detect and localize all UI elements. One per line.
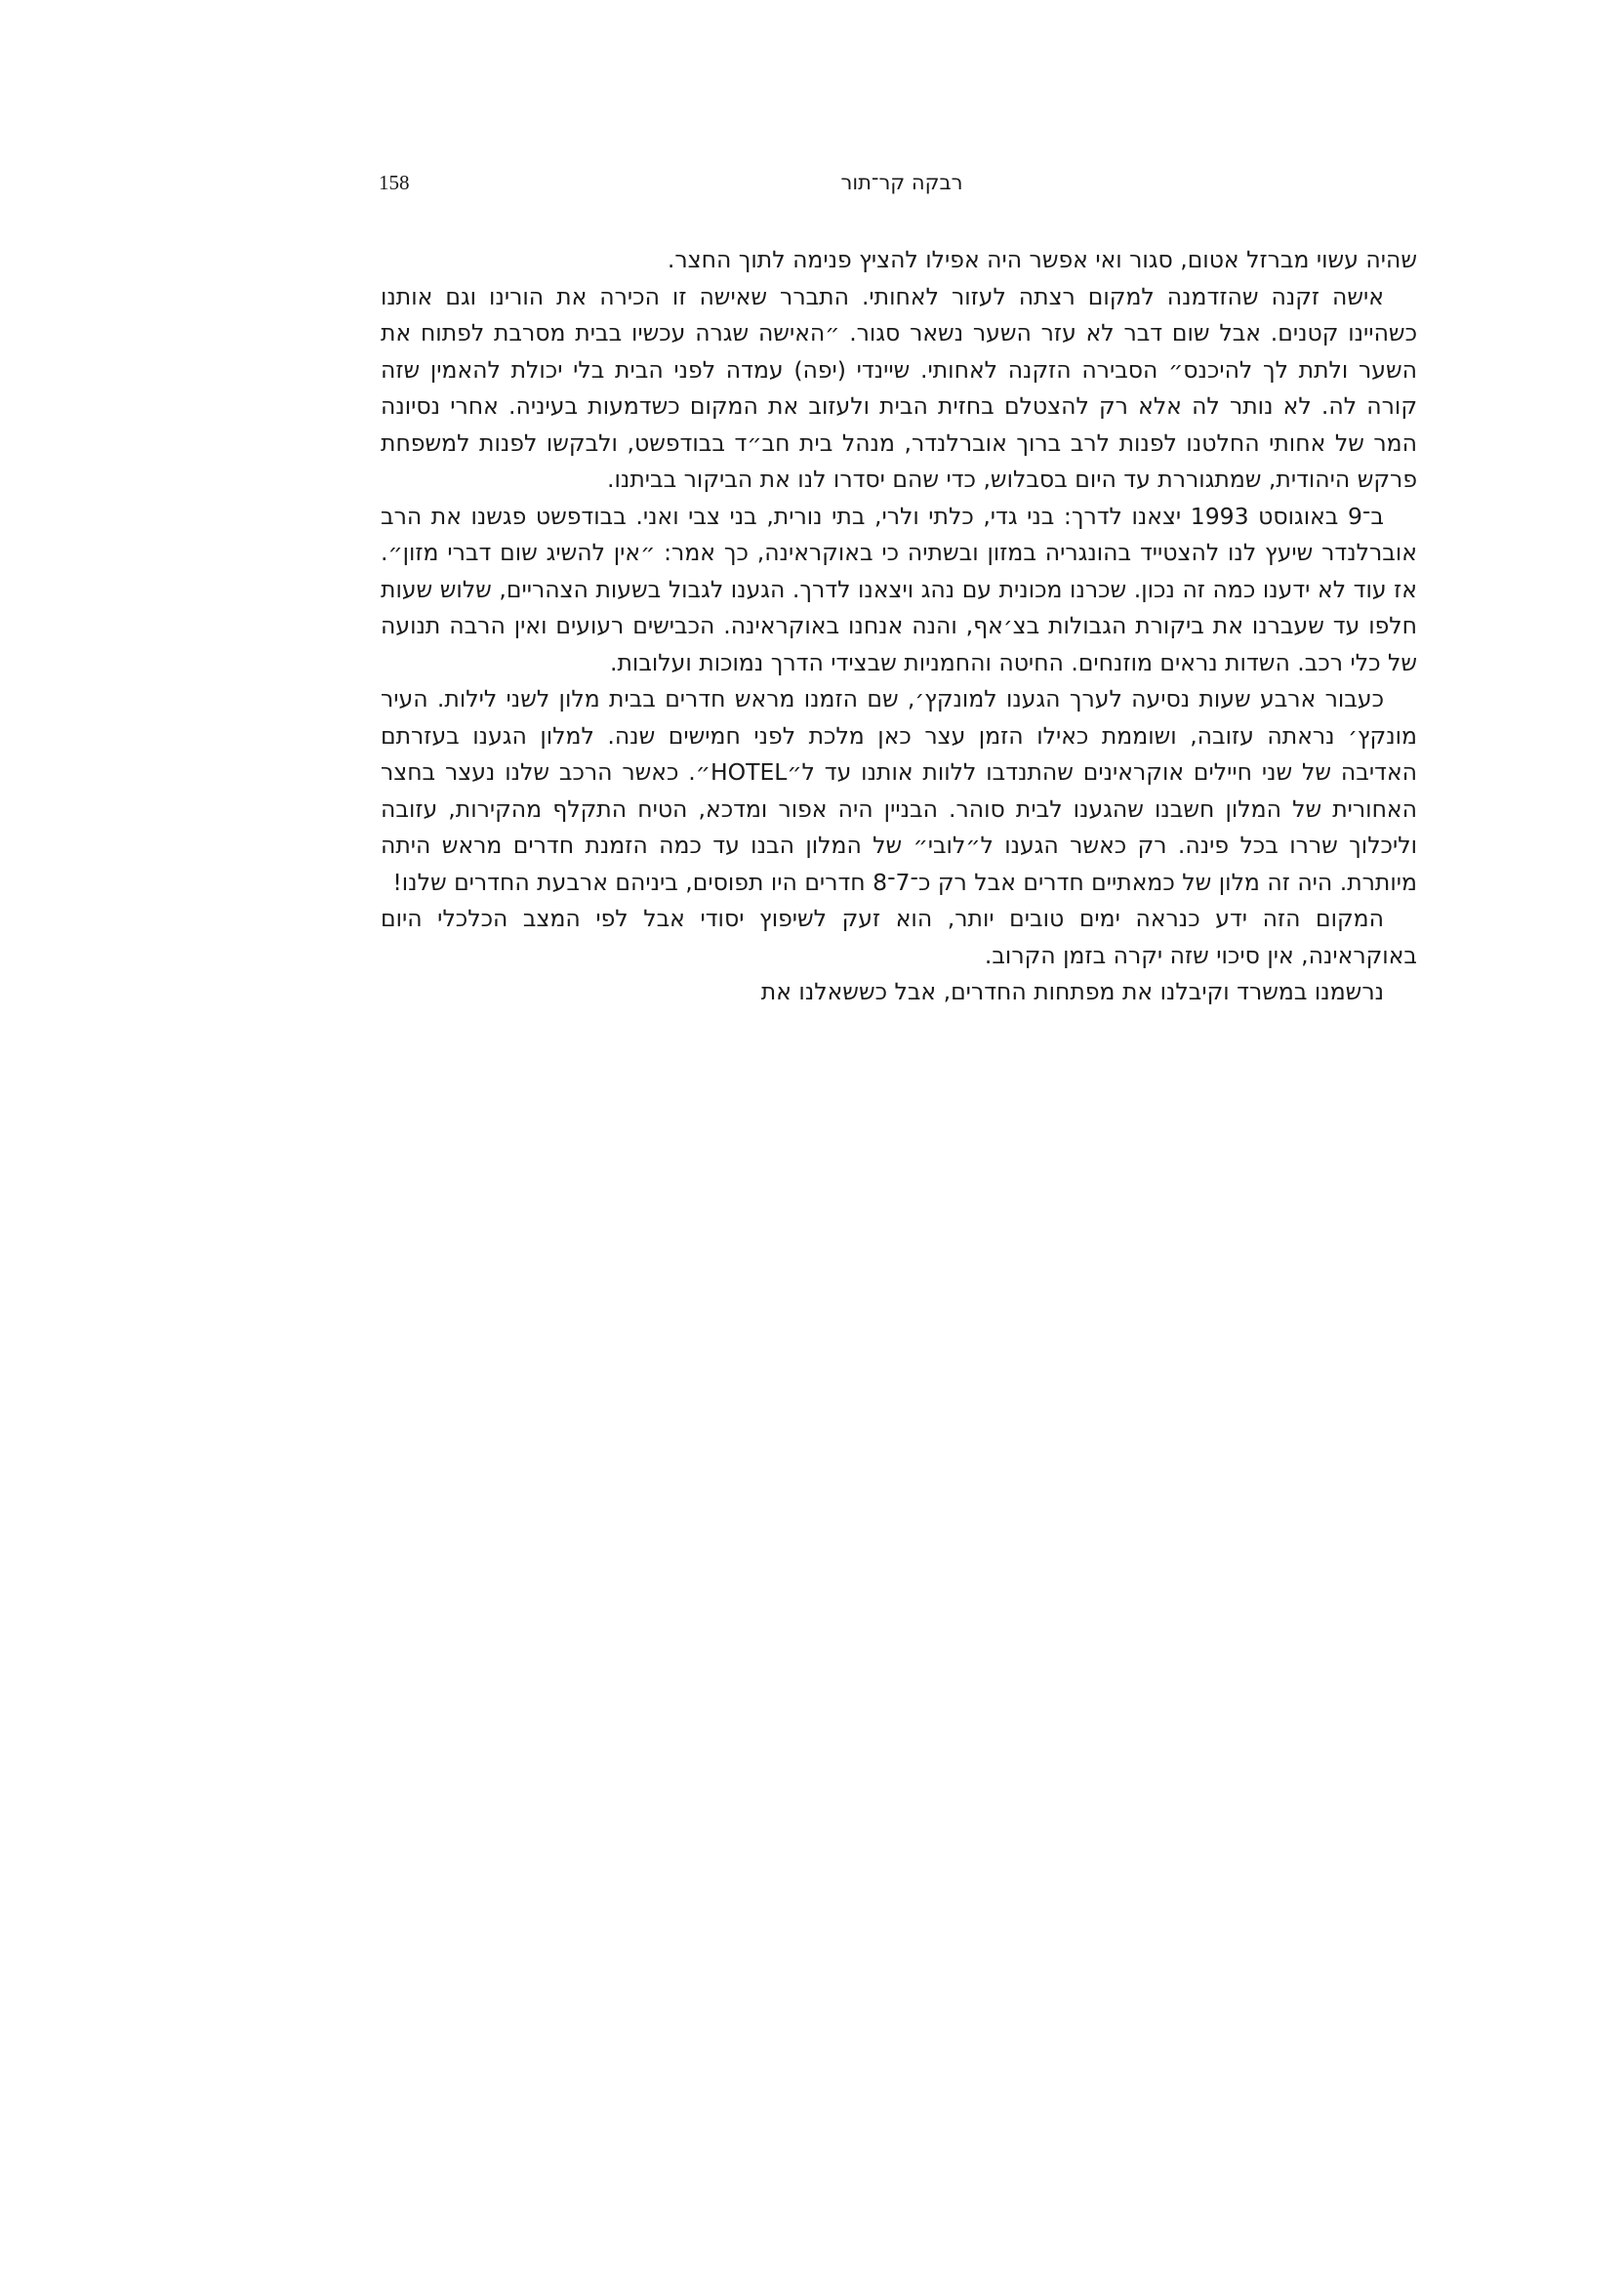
paragraph: אישה זקנה שהזדמנה למקום רצתה לעזור לאחותי. התברר שאישה זו הכירה את הורינו וגם אותנו כשהיינו קטנים. אבל שום דבר לא עזר השער נשאר סגור. ״האישה שגרה עכשיו בבית מסרבת לפתוח את השער ולתת לך להיכנס״ הסבירה הזקנה לאחותי. שיינדי (יפה) עמדה לפני הבית בלי יכולת להאמין שזה קורה לה. לא נותר לה אלא רק להצטלם בחזית הבית ולעזוב את המקום כשדמעות בעיניה. אחרי נסיונה המר של אחותי החלטנו לפנות לרב ברוך אוברלנדר, מנהל בית חב״ד בבודפשט, ולבקשו לפנות למשפחת פרקש היהודית, שמתגוררת עד היום בסבלוש, כדי שהם יסדרו לנו את הביקור בביתנו. bbox=[381, 282, 1417, 493]
paragraph: ב־9 באוגוסט 1993 יצאנו לדרך: בני גדי, כלתי ולרי, בתי נורית, בני צבי ואני. בבודפשט פגשנו את הרב אוברלנדר שיעץ לנו להצטייד בהונגריה במזון ובשתיה כי באוקראינה, כך אמר: ״אין להשיג שום דברי מזון״. אז עוד לא ידענו כמה זה נכון. שכרנו מכונית עם נהג ויצאנו לדרך. הגענו לגבול בשעות הצהריים, שלוש שעות חלפו עד שעברנו את ביקורת הגבולות בצ׳אף, והנה אנחנו באוקראינה. הכבישים רעועים ואין הרבה תנועה של כלי רכב. השדות נראים מוזנחים. החיטה והחמניות שבצידי הדרך נמוכות ועלובות. bbox=[381, 502, 1417, 676]
running-header bbox=[379, 171, 1425, 210]
paragraph: שהיה עשוי מברזל אטום, סגור ואי אפשר היה אפילו להציץ פנימה לתוך החצר. bbox=[667, 246, 1417, 273]
running-title: רבקה קר־תור bbox=[840, 171, 963, 194]
page-number: 158 bbox=[379, 171, 410, 194]
paragraph: כעבור ארבע שעות נסיעה לערך הגענו למונקץ׳, שם הזמנו מראש חדרים בבית מלון לשני לילות. העיר מונקץ׳ נראתה עזובה, ושוממת כאילו הזמן עצר כאן מלכת לפני חמישים שנה. למלון הגענו בעזרתם האדיבה של שני חיילים אוקראינים שהתנדבו ללוות אותנו עד ל״HOTEL״. כאשר הרכב שלנו נעצר בחצר האחורית של המלון חשבנו שהגענו לבית סוהר. הבניין היה אפור ומדכא, הטיח התקלף מהקירות, עזובה וליכלוך שררו בכל פינה. רק כאשר הגענו ל״לובי״ של המלון הבנו עד כמה הזמנת חדרים מראש היתה מיותרת. היה זה מלון של כמאתיים חדרים אבל רק כ־7־8 חדרים היו תפוסים, ביניהם ארבעת החדרים שלנו! bbox=[381, 685, 1418, 896]
paragraph: נרשמנו במשרד וקיבלנו את מפתחות החדרים, אבל כששאלנו את bbox=[760, 978, 1384, 1005]
body-text bbox=[381, 242, 1417, 1011]
paragraph: המקום הזה ידע כנראה ימים טובים יותר, הוא זעק לשיפוץ יסודי אבל לפי המצב הכלכלי היום באוקראינה, אין סיכוי שזה יקרה בזמן הקרוב. bbox=[381, 905, 1417, 969]
